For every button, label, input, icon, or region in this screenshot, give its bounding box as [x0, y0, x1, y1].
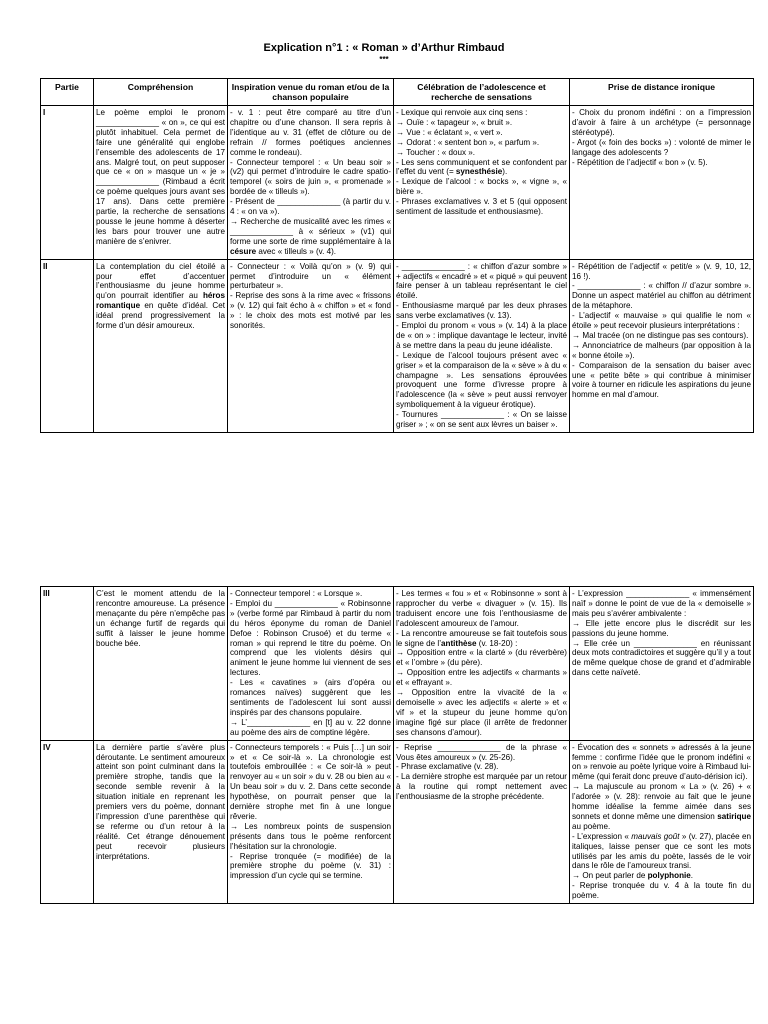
cell-partie: II — [41, 259, 94, 432]
cell-line: - Connecteurs temporels : « Puis […] un soir » et « Ce soir-là ». La chronologie est toutefois embrouillée : « Ce soir-là » peut renvoyer au « un soir » du v. 28 ou bien au « Un beau soir » du v. 2. Dans cette seconde hypothèse, on pourrait penser que la dernière strophe met fin à une longue rêverie. — [230, 742, 391, 821]
cell-comprehension — [94, 587, 228, 741]
cell-comprehension — [94, 740, 228, 904]
cell-line: - Connecteur temporel : « Lorsque ». — [230, 589, 363, 598]
cell-line: - Répétition de l’adjectif « bon » (v. 5). — [572, 157, 708, 167]
cell-line: - Présent de ______________ (à partir du v. 4 : « on va »). — [230, 197, 391, 217]
table-row — [41, 740, 754, 904]
cell-line: → Opposition entre « la clarté » (du réverbère) et « l’ombre » (du père). — [396, 648, 567, 668]
cell-celebration — [394, 106, 570, 260]
cell-line: - Emploi du pronom « vous » (v. 14) à la place de « on » : implique davantage le lecteur, invité à se mettre dans la peau du jeune idéaliste. — [396, 321, 567, 350]
cell-line: → Toucher : « doux ». — [396, 147, 476, 157]
header-celebration: Célébration de l’adolescence et recherche de sensations — [394, 79, 570, 106]
document-title: Explication n°1 : « Roman » d’Arthur Rimbaud — [263, 42, 505, 54]
cell-line: - Évocation des « sonnets » adressés à la jeune femme : confirme l’idée que le pronom indéfini « on » renvoie au poète lyrique voire à Rimbaud lui-même (qui ferait donc preuve d’auto-dérision ici). — [572, 742, 751, 782]
cell-line: → L’______________ en [t] au v. 22 donne au poème des airs de comptine légère. — [230, 717, 391, 737]
cell-line: La dernière partie s’avère plus déroutante. Le sentiment amoureux atteint son point culminant dans la première strophe, tandis que la seconde semble revenir à la situation initiale en reprenant les premiers vers du poème, donnant l’impression d’une parenthèse qui se referme ou d’un retour à la réalité. Cet étrange dénouement peut recevoir plusieurs interprétations. — [96, 742, 225, 861]
header-comprehension: Compréhension — [94, 79, 228, 106]
cell-line: - Argot (« foin des bocks ») : volonté de mimer le langage des adolescents ? — [572, 137, 751, 157]
cell-line: - Reprise des sons à la rime avec « frissons » (v. 12) qui fait écho à « chiffon » et « fond » : le choix des mots est motivé par les sonorités. — [230, 291, 391, 331]
cell-line: La contemplation du ciel étoilé a pour effet d’accentuer l’enthousiasme du jeune homme qu’on pourrait identifier au héros romantique en quête d’idéal. Cet idéal prend progressivement la forme d’un désir amoureux. — [96, 261, 225, 331]
cell-partie: IV — [41, 740, 94, 904]
cell-line: → Odorat : « sentent bon », « parfum ». — [396, 137, 540, 147]
cell-inspiration — [228, 106, 394, 260]
cell-distance — [570, 106, 754, 260]
table-header-row — [41, 79, 754, 106]
cell-line: → Annonciatrice de malheurs (par opposition à la « bonne étoile »). — [572, 340, 751, 360]
cell-comprehension — [94, 259, 228, 432]
title-separator: *** — [379, 55, 389, 64]
cell-line: - Reprise ______________ de la phrase « Vous êtes amoureux » (v. 25-26). — [396, 742, 567, 762]
cell-line: → La majuscule au pronom « La » (v. 26) + « l’adorée » (v. 28): renvoie au fait que le jeune homme idéalise la femme aimée dans ses sonnets et donne même une dimension satirique au poème. — [572, 782, 751, 831]
cell-line: → Opposition entre la vivacité de la « demoiselle » avec les adjectifs « alerte » et « vif » et la stupeur du jeune homme qu’on imagine figé sur place (il arrête de fredonner ses chansons d’amour). — [396, 688, 567, 737]
cell-line: - Phrases exclamatives v. 3 et 5 (qui opposent sentiment de lassitude et enthousiasme). — [396, 197, 567, 217]
cell-comprehension — [94, 106, 228, 260]
cell-line: - Connecteur : « Voilà qu’on » (v. 9) qui permet d’introduire un « élément perturbateur ». — [230, 261, 391, 291]
cell-line: - Tournures ______________ : « On se laisse griser » ; « on se sent aux lèvres un baiser ». — [396, 410, 567, 430]
cell-line: - Connecteur temporel : « Un beau soir » (v2) qui permet d’introduire le cadre spatio-temporel (« soirs de juin », « promenade » bordée de « tilleuls »). — [230, 157, 391, 197]
cell-line: → Vue : « éclatant », « vert ». — [396, 127, 503, 137]
cell-line: - L’expression ______________ « immensément naïf » donne le point de vue de la « demoiselle » mais peu s’avérer ambivalente : — [572, 589, 751, 618]
cell-line: - v. 1 : peut être comparé au titre d’un chapitre ou d’une chanson. Il sera repris à l’identique au v. 31 (effet de clôture ou de refrain // formes poétiques anciennes comme le rondeau). — [230, 108, 391, 157]
cell-line: → Recherche de musicalité avec les rimes « ______________ à « sérieux » (v1) qui forme une sorte de rime supplémentaire à la césure avec « tilleuls » (v. 4). — [230, 216, 391, 256]
cell-inspiration — [228, 259, 394, 432]
cell-line: - L’expression « mauvais goût » (v. 27), placée en italiques, laisse penser que ce sont les mots utilisés par les amis du poète, lassés de le voir dans le rôle de l’amoureux transi. — [572, 831, 751, 871]
explication-table-page-1 — [40, 78, 754, 433]
cell-partie: I — [41, 106, 94, 260]
cell-line: - Lexique de l’alcool : « bocks », « vigne », « bière ». — [396, 177, 567, 197]
cell-line: - ______________ : « chiffon d’azur sombre » + adjectifs « encadré » et « piqué » qui peuvent faire penser à un tableau représentant le ciel étoilé. — [396, 261, 567, 301]
cell-line: - ______________ : « chiffon // d’azur sombre ». Donne un aspect matériel au chiffon au détriment de la métaphore. — [572, 281, 751, 311]
header-inspiration: Inspiration venue du roman et/ou de la chanson populaire — [228, 79, 394, 106]
table-row — [41, 106, 754, 260]
cell-celebration — [394, 740, 570, 904]
cell-line: - Lexique de l’alcool toujours présent avec « griser » et la comparaison de la « sève » à du « champagne ». Les sensations éprouvées provoquent une forme d’ivresse propre à l’adolescence (la « sève » peut aussi renvoyer symboliquement à la vigueur érotique). — [396, 350, 567, 410]
cell-line: - La dernière strophe est marquée par un retour à la routine qui rompt nettement avec l’enthousiasme de la strophe précédente. — [396, 772, 567, 802]
table-row — [41, 587, 754, 741]
cell-line: → Opposition entre les adjectifs « charmants » et « effrayant ». — [396, 668, 567, 688]
cell-line: Le poème emploi le pronom ______________ « on », ce qui est plutôt inhabituel. Cela permet de faire une généralité qui englobe l’ensemble des adolescents de 17 ans. Malgré tout, on peut supposer que ce « on » masque un « je » ______________ (Rimbaud a écrit ce poème quelques jours avant ses 17 ans). Dans cette première partie, la recherche de sensations pousse le jeune homme à déserter les bars pour trouver une autre manière de s’enivrer. — [96, 108, 225, 246]
cell-line: - Enthousiasme marqué par les deux phrases sans verbe exclamatives (v. 13). — [396, 301, 567, 321]
cell-line: - Phrase exclamative (v. 28). — [396, 762, 499, 772]
cell-celebration — [394, 587, 570, 741]
header-distance: Prise de distance ironique — [570, 79, 754, 106]
cell-line: - Reprise tronquée (= modifiée) de la première strophe du poème (v. 31) : impression d’un cycle qui se termine. — [230, 851, 391, 881]
cell-inspiration — [228, 740, 394, 904]
cell-line: → Ouïe : « tapageur », « bruit ». — [396, 117, 513, 127]
cell-inspiration — [228, 587, 394, 741]
cell-distance — [570, 740, 754, 904]
cell-distance — [570, 259, 754, 432]
cell-line: → On peut parler de polyphonie. — [572, 871, 694, 881]
cell-line: - Reprise tronquée du v. 4 à la toute fin du poème. — [572, 881, 751, 901]
cell-line: - Choix du pronom indéfini : on a l’impression d’avoir à faire à un archétype (= personnage stéréotypé). — [572, 108, 751, 137]
cell-line: - La rencontre amoureuse se fait toutefois sous le signe de l’antithèse (v. 18-20) : — [396, 628, 567, 648]
cell-line: C’est le moment attendu de la rencontre amoureuse. La présence menaçante du père n’empêche pas un échange furtif de regards qui suffit à laisser le jeune homme bouche bée. — [96, 589, 225, 648]
cell-line: - Emploi du ______________ « Robinsonne » (verbe formé par Rimbaud à partir du nom du héros éponyme du roman de Daniel Defoe : Robinson Crusoé) et du terme « roman » qui reprend le titre du poème. On comprend que les violents désirs qui animent le jeune homme lui viennent de ses lectures. — [230, 598, 391, 678]
cell-line: - Lexique qui renvoie aux cinq sens : — [396, 108, 528, 117]
header-partie: Partie — [41, 79, 94, 106]
cell-line: → Les nombreux points de suspension présents dans tous le poème renforcent l’hésitation sur la chronologie. — [230, 821, 391, 851]
cell-line: - L’adjectif « mauvaise » qui qualifie le nom « étoile » peut recevoir plusieurs interprétations : — [572, 311, 751, 331]
cell-line: → Elle jette encore plus le discrédit sur les passions du jeune homme. — [572, 618, 751, 638]
cell-celebration — [394, 259, 570, 432]
explication-table-page-2 — [40, 586, 754, 904]
cell-line: - Les termes « fou » et « Robinsonne » sont à rapprocher du verbe « divaguer » (v. 15). Ils traduisent encore une fois l’enthousiasme de l’adolescent amoureux de l’amour. — [396, 589, 567, 628]
cell-line: → Elle crée un ______________ en réunissant deux mots contradictoires et suggère qu’il y a tout de même quelque chose de grand et d’admirable dans cette naïveté. — [572, 638, 751, 678]
cell-distance — [570, 587, 754, 741]
cell-partie: III — [41, 587, 94, 741]
cell-line: - Répétition de l’adjectif « petit/e » (v. 9, 10, 12, 16 !). — [572, 261, 751, 281]
cell-line: - Comparaison de la sensation du baiser avec une « petite bête » qui contribue à minimiser voire à tourner en ridicule les aspirations du jeune homme en mal d’amour. — [572, 360, 751, 400]
cell-line: - Les sens communiquent et se confondent par l’effet du vent (= synesthésie). — [396, 157, 567, 177]
cell-line: - Les « cavatines » (airs d’opéra ou romances naïves) suggèrent que les sentiments de l’adolescent lui sont aussi inspirés par des chansons populaire. — [230, 678, 391, 717]
cell-line: → Mal tracée (on ne distingue pas ses contours). — [572, 330, 749, 340]
table-row — [41, 259, 754, 432]
